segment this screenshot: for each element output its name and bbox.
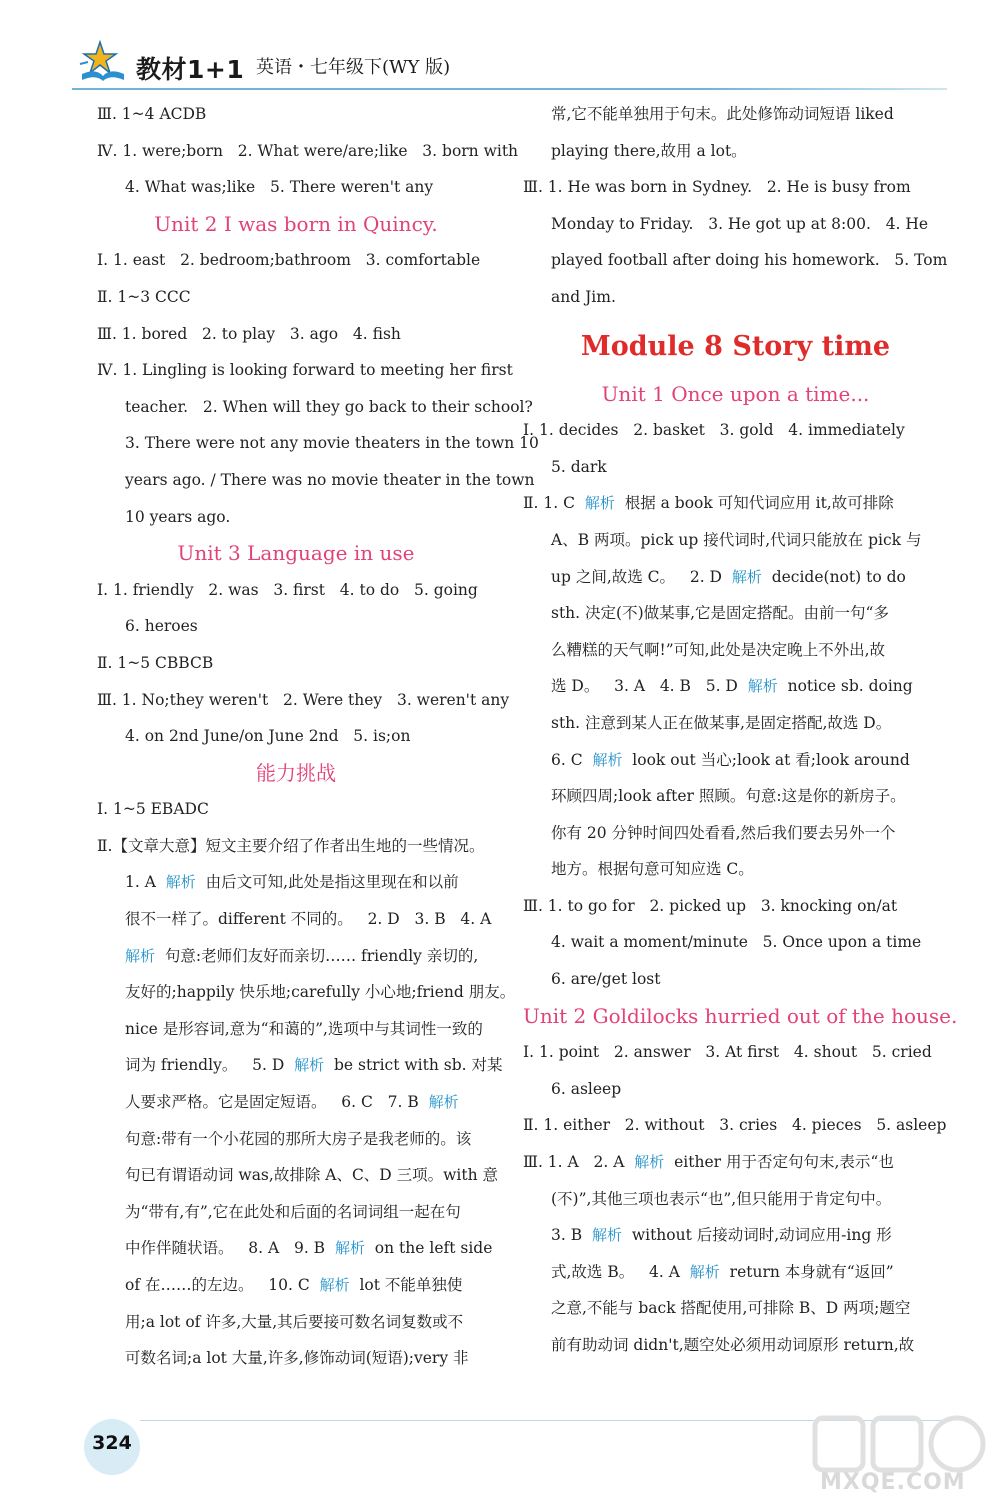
answer-line: 解析 句意:老师们友好而亲切…… friendly 亲切的, — [125, 946, 479, 965]
analysis-tag: 解析 — [165, 873, 196, 892]
answer-line: Ⅲ. 1. A 2. A 解析 either 用于否定句句末,表示“也 — [523, 1153, 894, 1172]
answer-line: sth. 注意到某人正在做某事,是固定搭配,故选 D。 — [551, 713, 892, 732]
answer-line: 6. are/get lost — [551, 970, 661, 989]
answer-line: 句已有谓语动词 was,故排除 A、C、D 三项。with 意 — [125, 1166, 499, 1185]
page-number: 324 — [92, 1432, 132, 1454]
answer-line: Ⅲ. 1~4 ACDB — [97, 105, 207, 123]
answer-line: and Jim. — [551, 287, 616, 306]
answer-line: sth. 决定(不)做某事,它是固定搭配。由前一句“多 — [551, 604, 889, 623]
page-header — [0, 0, 1000, 92]
answer-line: 很不一样了。different 不同的。 2. D 3. B 4. A — [125, 910, 492, 929]
answer-line: 中作伴随状语。 8. A 9. B 解析 on the left side — [125, 1239, 493, 1258]
answer-line: Ⅰ. 1. decides 2. basket 3. gold 4. immediately — [523, 421, 905, 440]
answer-line: Ⅰ. 1~5 EBADC — [97, 800, 209, 819]
unit-heading: Unit 3 Language in use — [177, 541, 415, 566]
answer-line: Ⅱ.【文章大意】短文主要介绍了作者出生地的一些情况。 — [97, 836, 485, 855]
answer-line: 式,故选 B。 4. A 解析 return 本身就有“返回” — [551, 1262, 894, 1281]
answer-line: played football after doing his homework. 5. Tom — [551, 251, 948, 270]
answer-line: of 在……的左边。 10. C 解析 lot 不能单独使 — [125, 1276, 463, 1294]
answer-line: Ⅱ. 1~3 CCC — [97, 287, 191, 306]
watermark-text: MXQE.COM — [820, 1470, 966, 1495]
answer-line: 3. B 解析 without 后接动词时,动词应用-ing 形 — [551, 1226, 892, 1245]
answer-line: 之意,不能与 back 搭配使用,可排除 B、D 两项;题空 — [551, 1299, 911, 1318]
brand-title: 教材1+1 — [136, 55, 245, 84]
analysis-tag: 解析 — [689, 1262, 720, 1281]
answer-line: 前有助动词 didn't,题空处必须用动词原形 return,故 — [551, 1336, 915, 1354]
analysis-tag: 解析 — [731, 567, 762, 586]
answer-line: Ⅲ. 1. to go for 2. picked up 3. knocking on/at — [523, 896, 898, 915]
unit-heading: Unit 2 Goldilocks hurried out of the house. — [523, 1003, 958, 1028]
answer-line: 友好的;happily 快乐地;carefully 小心地;friend 朋友。 — [125, 983, 516, 1002]
answer-line: up 之间,故选 C。 2. D 解析 decide(not) to do — [551, 567, 906, 586]
answer-line: Ⅳ. 1. were;born 2. What were/are;like 3. born with — [97, 141, 519, 160]
answer-line: Ⅰ. 1. point 2. answer 3. At first 4. shout 5. cried — [523, 1043, 932, 1062]
unit-heading: Unit 1 Once upon a time... — [601, 381, 870, 406]
answer-line: A、B 两项。pick up 接代词时,代词只能放在 pick 与 — [551, 530, 922, 549]
analysis-tag: 解析 — [334, 1239, 365, 1258]
analysis-tag: 解析 — [592, 750, 623, 769]
analysis-tag: 解析 — [319, 1276, 350, 1294]
answer-line: 选 D。 3. A 4. B 5. D 解析 notice sb. doing — [551, 677, 913, 696]
answer-line: (不)”,其他三项也表示“也”,但只能用于肯定句中。 — [551, 1189, 892, 1208]
answer-line: Ⅱ. 1. either 2. without 3. cries 4. pieces 5. asleep — [523, 1116, 947, 1135]
answer-line: playing there,故用 a lot。 — [551, 141, 747, 160]
subject-title: 英语・七年级下(WY 版) — [256, 57, 451, 78]
analysis-tag: 解析 — [428, 1093, 459, 1112]
analysis-tag: 解析 — [747, 677, 778, 696]
answer-line: 为“带有,有”,它在此处和后面的名词词组一起在句 — [125, 1202, 461, 1221]
analysis-tag: 解析 — [294, 1056, 325, 1075]
answer-line: 词为 friendly。 5. D 解析 be strict with sb. 对某 — [125, 1056, 503, 1075]
analysis-tag: 解析 — [584, 494, 615, 513]
answer-line: teacher. 2. When will they go back to their school? — [125, 397, 533, 416]
answer-line: 人要求严格。它是固定短语。 6. C 7. B 解析 — [125, 1093, 459, 1112]
answer-line: 6. heroes — [125, 617, 198, 636]
book-star-logo-icon — [78, 40, 128, 82]
answer-line: 你有 20 分钟时间四处看看,然后我们要去另外一个 — [551, 823, 896, 842]
answer-line: Ⅲ. 1. bored 2. to play 3. ago 4. fish — [97, 324, 401, 343]
answer-line: years ago. / There was no movie theater in the town — [125, 470, 535, 489]
left-column — [97, 96, 539, 1377]
answer-line: 4. wait a moment/minute 5. Once upon a time — [551, 933, 922, 952]
analysis-tag: 解析 — [591, 1226, 622, 1245]
answer-line: Ⅱ. 1. C 解析 根据 a book 可知代词应用 it,故可排除 — [523, 494, 894, 513]
answer-line: 句意:带有一个小花园的那所大房子是我老师的。该 — [125, 1129, 472, 1148]
answer-line: Ⅲ. 1. No;they weren't 2. Were they 3. weren't any — [97, 690, 510, 709]
answer-line: 5. dark — [551, 457, 607, 476]
answer-line: 常,它不能单独用于句末。此处修饰动词短语 liked — [551, 105, 894, 123]
answer-line: Ⅱ. 1~5 CBBCB — [97, 653, 214, 672]
answer-line: Ⅲ. 1. He was born in Sydney. 2. He is busy from — [523, 178, 911, 197]
answer-line: Ⅰ. 1. friendly 2. was 3. first 4. to do 5. going — [97, 580, 478, 599]
answer-line: Ⅳ. 1. Lingling is looking forward to meeting her first — [97, 361, 513, 380]
answer-line: 用;a lot of 许多,大量,其后要接可数名词复数或不 — [125, 1312, 464, 1331]
answer-line: Ⅰ. 1. east 2. bedroom;bathroom 3. comfortable — [97, 251, 481, 270]
answer-line: 6. asleep — [551, 1079, 622, 1098]
analysis-tag: 解析 — [125, 946, 156, 965]
analysis-tag: 解析 — [634, 1153, 665, 1172]
answer-line: 4. on 2nd June/on June 2nd 5. is;on — [125, 727, 411, 746]
answer-line: 4. What was;like 5. There weren't any — [125, 178, 434, 197]
answer-line: 10 years ago. — [125, 507, 231, 526]
unit-heading: Unit 2 I was born in Quincy. — [154, 211, 438, 236]
answer-line: 地方。根据句意可知应选 C。 — [551, 860, 754, 879]
right-column — [523, 96, 958, 1364]
answer-line: 3. There were not any movie theaters in the town 10 — [125, 434, 539, 453]
answer-line: Monday to Friday. 3. He got up at 8:00. 4. He — [551, 214, 929, 233]
unit-heading: 能力挑战 — [256, 760, 336, 785]
answer-line: 么糟糕的天气啊!”可知,此处是决定晚上不外出,故 — [551, 640, 886, 659]
answer-line: nice 是形容词,意为“和蔼的”,选项中与其词性一致的 — [125, 1019, 483, 1038]
answer-line: 1. A 解析 由后文可知,此处是指这里现在和以前 — [125, 873, 459, 892]
module-heading: Module 8 Story time — [580, 330, 891, 362]
header-rule — [72, 88, 947, 90]
answer-line: 6. C 解析 look out 当心;look at 看;look around — [551, 750, 910, 769]
answer-line: 环顾四周;look after 照顾。句意:这是你的新房子。 — [551, 787, 906, 806]
answer-line: 可数名词;a lot 大量,许多,修饰动词(短语);very 非 — [125, 1349, 469, 1368]
